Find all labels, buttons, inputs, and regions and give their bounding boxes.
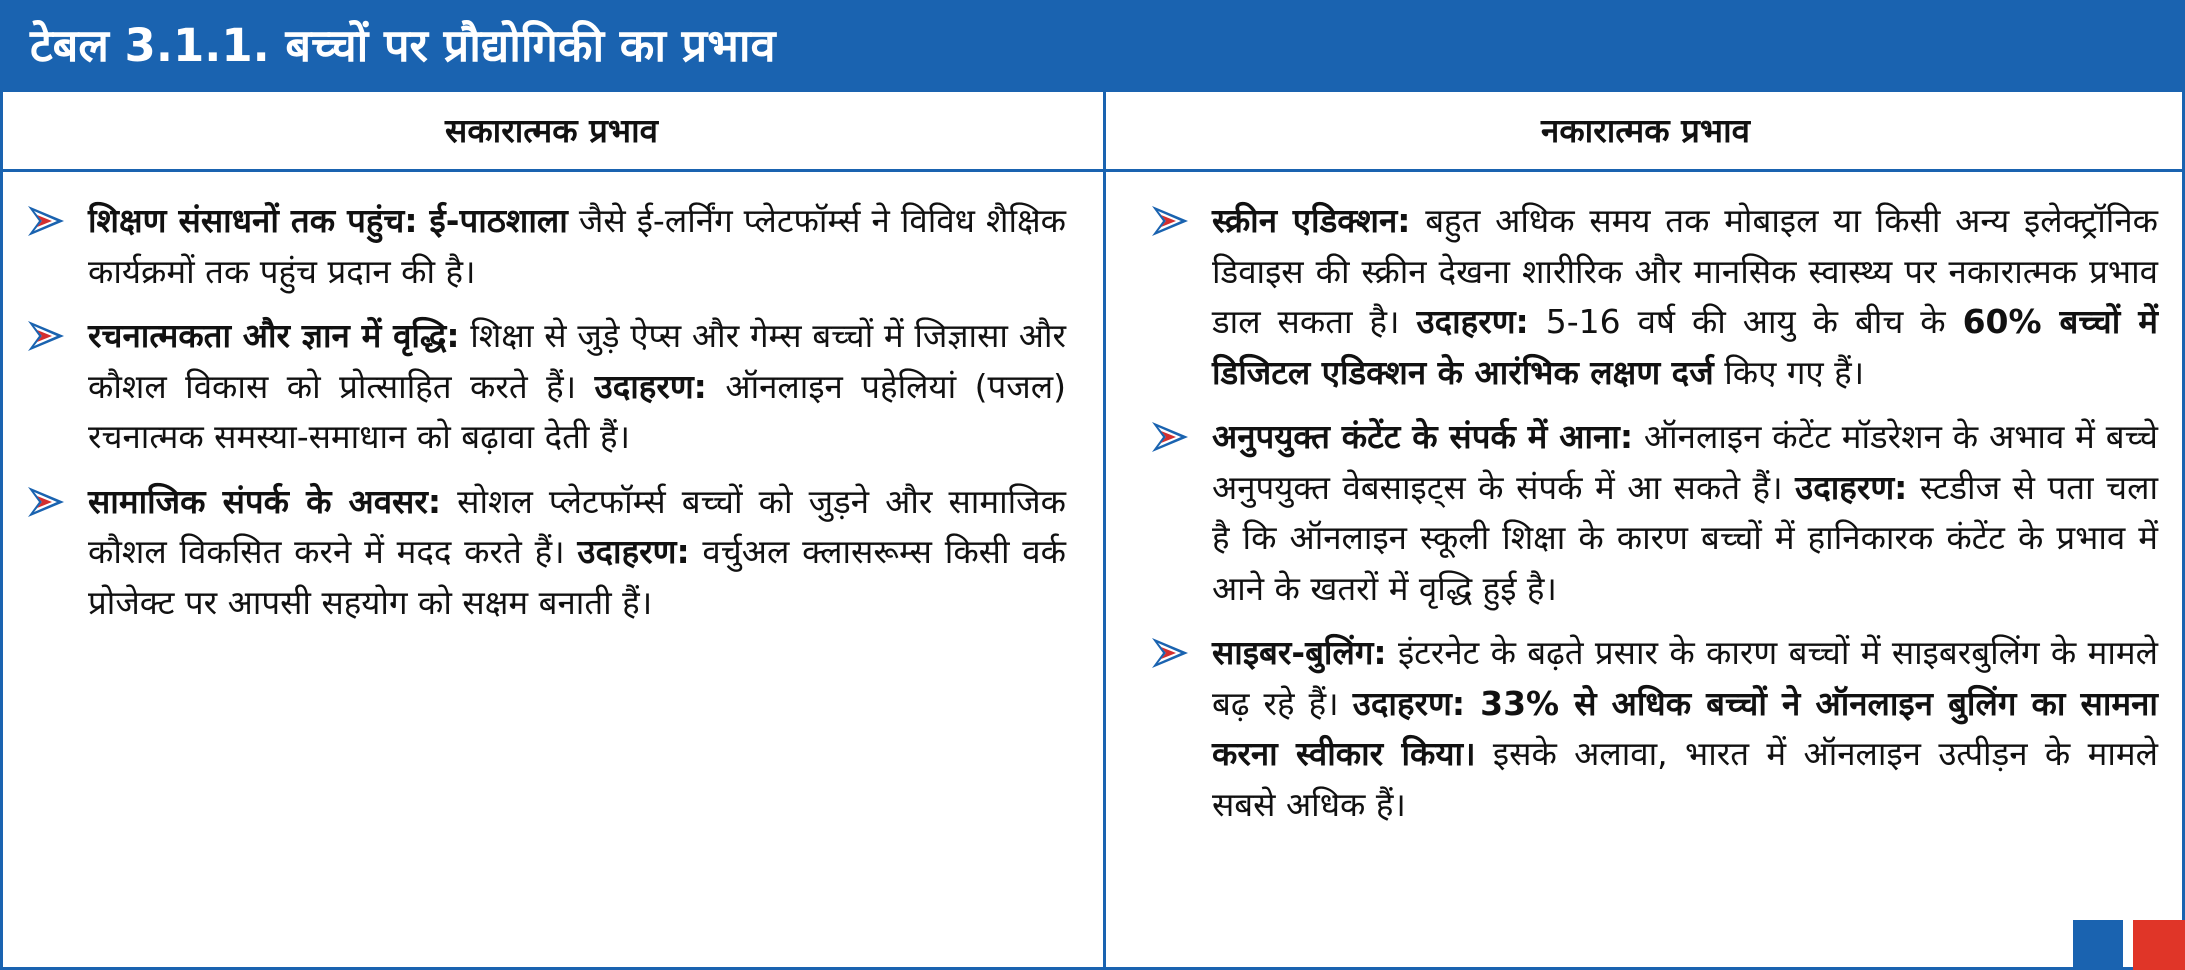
- item-bold-lead: रचनात्मकता और ज्ञान में वृद्धि:: [88, 316, 460, 355]
- item-text: [88, 196, 1066, 297]
- negative-column-heading: नकारात्मक प्रभाव: [1541, 111, 1750, 150]
- item-bold-lead: शिक्षण संसाधनों तक पहुंच: ई-पाठशाला: [88, 201, 568, 240]
- item-body: ऑनलाइन कंटेंट मॉडरेशन के अभाव में बच्चे अनुपयुक्त वेबसाइट्स के संपर्क में आ सकते हैं।: [1212, 417, 2158, 507]
- item-body: वर्चुअल क्लासरूम्स किसी वर्क प्रोजेक्ट पर आपसी सहयोग को सक्षम बनाती हैं।: [88, 532, 1066, 622]
- item-text: [1212, 196, 2158, 398]
- item-body: ऑनलाइन पहेलियां (पजल) रचनात्मक समस्या-समाधान को बढ़ावा देती हैं।: [88, 366, 1066, 456]
- arrowhead-bullet-icon: [1150, 204, 1190, 238]
- item-text: [88, 477, 1066, 629]
- example-label: उदाहरण: 33% से अधिक बच्चों ने ऑनलाइन बुलिंग का सामना करना स्वीकार किया।: [1212, 683, 2158, 773]
- positive-column-heading: सकारात्मक प्रभाव: [445, 111, 658, 150]
- item-body: इंटरनेट के बढ़ते प्रसार के कारण बच्चों में साइबरबुलिंग के मामले बढ़ रहे हैं।: [1212, 633, 2158, 723]
- item-body: सोशल प्लेटफॉर्म्स बच्चों को जुड़ने और सामाजिक कौशल विकसित करने में मदद करते हैं।: [88, 481, 1066, 571]
- item-body: जैसे ई-लर्निंग प्लेटफॉर्म्स ने विविध शैक्षिक कार्यक्रमों तक पहुंच प्रदान की है।: [88, 201, 1066, 291]
- item-text: [88, 311, 1066, 463]
- corner-decoration-blue: [2073, 920, 2123, 970]
- item-text: [1212, 412, 2158, 614]
- arrowhead-bullet-icon: [26, 319, 66, 353]
- item-body: बहुत अधिक समय तक मोबाइल या किसी अन्य इलेक्ट्रॉनिक डिवाइस की स्क्रीन देखना शारीरिक और मानसिक स्वास्थ्य पर नकारात्मक प्रभाव डाल सकता है।: [1212, 201, 2158, 341]
- list-item: [1150, 412, 2158, 614]
- example-label: उदाहरण:: [577, 532, 690, 571]
- item-bold-lead: अनुपयुक्त कंटेंट के संपर्क में आना:: [1212, 417, 1634, 456]
- item-bold-lead: साइबर-बुलिंग:: [1212, 633, 1387, 672]
- item-text: [1212, 628, 2158, 830]
- item-body: किए गए हैं।: [1713, 352, 1865, 392]
- example-label: उदाहरण:: [1795, 467, 1908, 507]
- highlighted-statistic: 60% बच्चों में डिजिटल एडिक्शन के आरंभिक लक्षण दर्ज: [1212, 302, 2158, 392]
- arrowhead-bullet-icon: [26, 485, 66, 519]
- item-body: इसके अलावा, भारत में ऑनलाइन उत्पीड़न के मामले सबसे अधिक हैं।: [1212, 734, 2158, 824]
- list-item: [1150, 628, 2158, 830]
- arrowhead-bullet-icon: [1150, 420, 1190, 454]
- item-body: 5-16 वर्ष की आयु के बीच के: [1528, 302, 1963, 341]
- item-bold-lead: स्क्रीन एडिक्शन:: [1212, 201, 1411, 240]
- table-header-row: [0, 92, 2185, 172]
- table-title: टेबल 3.1.1. बच्चों पर प्रौद्योगिकी का प्रभाव: [0, 0, 2185, 92]
- corner-decoration-red: [2133, 920, 2185, 970]
- item-body: स्टडीज से पता चला है कि ऑनलाइन स्कूली शिक्षा के कारण बच्चों में हानिकारक कंटेंट के प्रभाव में आने के खतरों में वृद्धि हुई है।: [1212, 467, 2158, 608]
- example-label: उदाहरण:: [594, 366, 707, 406]
- item-body: शिक्षा से जुड़े ऐप्स और गेम्स बच्चों में जिज्ञासा और कौशल विकास को प्रोत्साहित करते हैं।: [88, 316, 1066, 406]
- positive-impacts-list: [26, 196, 1066, 642]
- column-divider: [1103, 92, 1106, 970]
- item-bold-lead: सामाजिक संपर्क के अवसर:: [88, 481, 442, 521]
- list-item: [26, 311, 1066, 463]
- arrowhead-bullet-icon: [1150, 636, 1190, 670]
- list-item: [1150, 196, 2158, 398]
- list-item: [26, 477, 1066, 629]
- negative-impacts-list: [1150, 196, 2158, 844]
- list-item: [26, 196, 1066, 297]
- arrowhead-bullet-icon: [26, 204, 66, 238]
- example-label: उदाहरण:: [1416, 302, 1529, 341]
